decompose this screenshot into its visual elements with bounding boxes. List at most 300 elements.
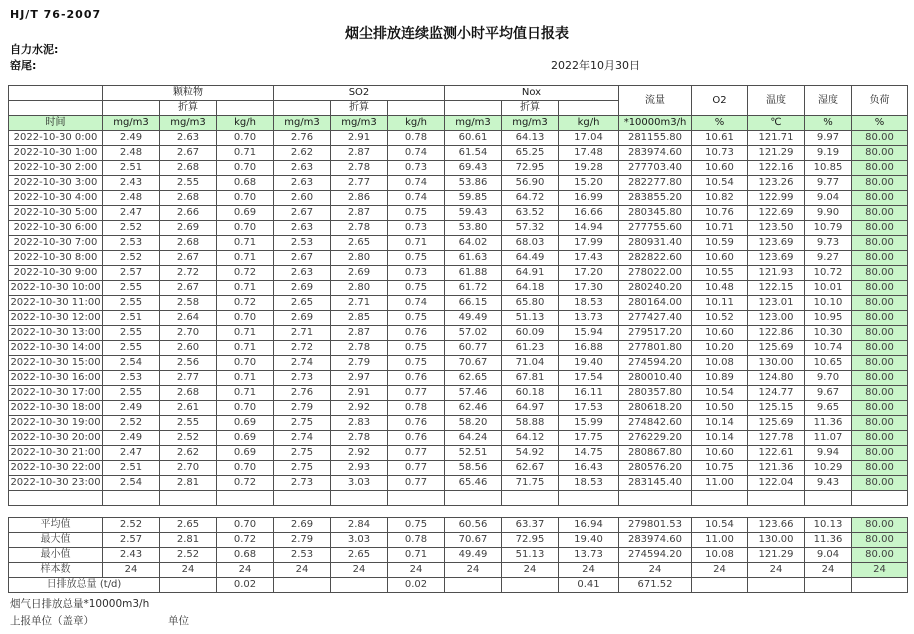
empty-cell: [619, 491, 692, 506]
value-cell: 0.70: [217, 356, 274, 371]
value-cell: 2.69: [274, 311, 331, 326]
value-cell: 10.71: [692, 221, 748, 236]
value-cell: 122.04: [748, 476, 805, 491]
table-row: [9, 266, 908, 281]
value-cell: 125.69: [748, 341, 805, 356]
value-cell: 19.28: [559, 161, 619, 176]
value-cell: 123.00: [748, 311, 805, 326]
value-cell: 122.15: [748, 281, 805, 296]
value-cell: 2.52: [103, 251, 160, 266]
value-cell: 10.60: [692, 161, 748, 176]
value-cell: 2.86: [331, 191, 388, 206]
value-cell: 2.48: [103, 191, 160, 206]
value-cell: 10.14: [692, 431, 748, 446]
summary-value-cell: 2.65: [331, 548, 388, 563]
value-cell: 2.72: [274, 341, 331, 356]
value-cell: 0.74: [388, 176, 445, 191]
value-cell: 10.60: [692, 446, 748, 461]
value-cell: 279517.20: [619, 326, 692, 341]
value-cell: 280576.20: [619, 461, 692, 476]
value-cell: 0.74: [388, 146, 445, 161]
table-row: [9, 476, 908, 491]
value-cell: 2.49: [103, 401, 160, 416]
empty-cell: [502, 491, 559, 506]
summary-value-cell: 80.00: [852, 533, 908, 548]
value-cell: 2.87: [331, 326, 388, 341]
group-o2: O2: [692, 86, 748, 116]
value-cell: 276229.20: [619, 431, 692, 446]
value-cell: 57.46: [445, 386, 502, 401]
value-cell: 80.00: [852, 326, 908, 341]
value-cell: 18.53: [559, 476, 619, 491]
value-cell: 2.77: [160, 371, 217, 386]
value-cell: 2.67: [160, 281, 217, 296]
summary-value-cell: 0.02: [388, 578, 445, 593]
value-cell: 10.11: [692, 296, 748, 311]
value-cell: 0.73: [388, 161, 445, 176]
value-cell: 0.72: [217, 296, 274, 311]
table-row: [9, 236, 908, 251]
summary-value-cell: [805, 578, 852, 593]
time-cell: 2022-10-30 14:00: [9, 341, 103, 356]
value-cell: 10.60: [692, 251, 748, 266]
blank-row: [9, 491, 908, 506]
value-cell: 59.85: [445, 191, 502, 206]
value-cell: 57.02: [445, 326, 502, 341]
table-row: [9, 401, 908, 416]
value-cell: 80.00: [852, 266, 908, 281]
value-cell: 0.75: [388, 311, 445, 326]
value-cell: 9.70: [805, 371, 852, 386]
value-cell: 68.03: [502, 236, 559, 251]
value-cell: 2.67: [274, 206, 331, 221]
value-cell: 2.67: [160, 146, 217, 161]
value-cell: 2.57: [103, 266, 160, 281]
value-cell: 17.43: [559, 251, 619, 266]
value-cell: 17.53: [559, 401, 619, 416]
value-cell: 11.36: [805, 416, 852, 431]
group-temp: 温度: [748, 86, 805, 116]
time-cell: 2022-10-30 6:00: [9, 221, 103, 236]
value-cell: 281155.80: [619, 131, 692, 146]
site-name: 窑尾:: [10, 59, 37, 72]
nox-converted-label: 折算: [502, 101, 559, 116]
table-row: [9, 221, 908, 236]
unit-label: 单位: [168, 615, 189, 627]
value-cell: 2.78: [331, 431, 388, 446]
time-cell: 2022-10-30 1:00: [9, 146, 103, 161]
value-cell: 2.67: [160, 251, 217, 266]
summary-value-cell: [502, 578, 559, 593]
summary-value-cell: 2.53: [274, 548, 331, 563]
time-cell: 2022-10-30 15:00: [9, 356, 103, 371]
table-row: [9, 446, 908, 461]
summary-value-cell: 24: [692, 563, 748, 578]
so2-converted-label: 折算: [331, 101, 388, 116]
summary-value-cell: 80.00: [852, 548, 908, 563]
value-cell: 10.65: [805, 356, 852, 371]
value-cell: 0.70: [217, 401, 274, 416]
empty-cell: [748, 491, 805, 506]
time-cell: 2022-10-30 19:00: [9, 416, 103, 431]
value-cell: 0.69: [217, 416, 274, 431]
summary-value-cell: 11.00: [692, 533, 748, 548]
value-cell: 62.67: [502, 461, 559, 476]
summary-value-cell: 60.56: [445, 518, 502, 533]
value-cell: 0.78: [388, 401, 445, 416]
value-cell: 2.48: [103, 146, 160, 161]
value-cell: 9.43: [805, 476, 852, 491]
summary-value-cell: 24: [217, 563, 274, 578]
summary-value-cell: 0.68: [217, 548, 274, 563]
value-cell: 0.69: [217, 431, 274, 446]
value-cell: 123.69: [748, 251, 805, 266]
value-cell: 60.77: [445, 341, 502, 356]
value-cell: 2.55: [160, 416, 217, 431]
summary-value-cell: 0.02: [217, 578, 274, 593]
summary-value-cell: [274, 578, 331, 593]
table-row: [9, 176, 908, 191]
value-cell: 2.74: [274, 431, 331, 446]
value-cell: 2.77: [331, 176, 388, 191]
value-cell: 282822.60: [619, 251, 692, 266]
group-nox: Nox: [445, 86, 619, 101]
header-empty-cell: [445, 101, 502, 116]
value-cell: 58.20: [445, 416, 502, 431]
summary-value-cell: 24: [619, 563, 692, 578]
summary-value-cell: 24: [103, 563, 160, 578]
value-cell: 0.70: [217, 221, 274, 236]
value-cell: 124.80: [748, 371, 805, 386]
value-cell: 80.00: [852, 146, 908, 161]
value-cell: 123.50: [748, 221, 805, 236]
value-cell: 10.95: [805, 311, 852, 326]
summary-value-cell: 72.95: [502, 533, 559, 548]
value-cell: 122.86: [748, 326, 805, 341]
value-cell: 280345.80: [619, 206, 692, 221]
table-row: [9, 131, 908, 146]
unit-cell: mg/m3: [160, 116, 217, 131]
value-cell: 0.76: [388, 371, 445, 386]
summary-value-cell: 24: [331, 563, 388, 578]
value-cell: 9.27: [805, 251, 852, 266]
value-cell: 9.19: [805, 146, 852, 161]
value-cell: 9.90: [805, 206, 852, 221]
summary-value-cell: 0.70: [217, 518, 274, 533]
value-cell: 278022.00: [619, 266, 692, 281]
value-cell: 71.04: [502, 356, 559, 371]
value-cell: 9.04: [805, 191, 852, 206]
value-cell: 0.70: [217, 191, 274, 206]
value-cell: 2.52: [103, 221, 160, 236]
value-cell: 2.55: [103, 296, 160, 311]
value-cell: 2.53: [103, 371, 160, 386]
value-cell: 10.59: [692, 236, 748, 251]
value-cell: 2.55: [103, 386, 160, 401]
value-cell: 2.62: [160, 446, 217, 461]
value-cell: 80.00: [852, 176, 908, 191]
value-cell: 61.63: [445, 251, 502, 266]
summary-value-cell: 24: [805, 563, 852, 578]
value-cell: 69.43: [445, 161, 502, 176]
time-cell: 2022-10-30 18:00: [9, 401, 103, 416]
summary-row: [9, 518, 908, 533]
reporting-unit-label: 上报单位（盖章）: [10, 615, 94, 627]
summary-value-cell: 51.13: [502, 548, 559, 563]
value-cell: 60.09: [502, 326, 559, 341]
value-cell: 62.46: [445, 401, 502, 416]
value-cell: 122.16: [748, 161, 805, 176]
value-cell: 10.50: [692, 401, 748, 416]
value-cell: 80.00: [852, 401, 908, 416]
empty-cell: [9, 491, 103, 506]
value-cell: 17.04: [559, 131, 619, 146]
value-cell: 274594.20: [619, 356, 692, 371]
header-empty-cell: [9, 101, 103, 116]
summary-value-cell: 2.52: [103, 518, 160, 533]
value-cell: 122.69: [748, 206, 805, 221]
value-cell: 15.99: [559, 416, 619, 431]
value-cell: 2.70: [160, 461, 217, 476]
value-cell: 2.54: [103, 476, 160, 491]
summary-value-cell: [331, 578, 388, 593]
summary-label: 最小值: [9, 548, 103, 563]
value-cell: 2.78: [331, 341, 388, 356]
value-cell: 64.72: [502, 191, 559, 206]
value-cell: 0.71: [217, 386, 274, 401]
value-cell: 60.61: [445, 131, 502, 146]
value-cell: 11.00: [692, 476, 748, 491]
value-cell: 2.76: [274, 386, 331, 401]
value-cell: 3.03: [331, 476, 388, 491]
unit-row: [9, 116, 908, 131]
value-cell: 59.43: [445, 206, 502, 221]
summary-value-cell: 9.04: [805, 548, 852, 563]
value-cell: 2.71: [274, 326, 331, 341]
empty-cell: [805, 491, 852, 506]
value-cell: 0.77: [388, 476, 445, 491]
value-cell: 2.83: [331, 416, 388, 431]
value-cell: 61.54: [445, 146, 502, 161]
value-cell: 9.94: [805, 446, 852, 461]
value-cell: 2.43: [103, 176, 160, 191]
value-cell: 2.47: [103, 446, 160, 461]
value-cell: 2.68: [160, 386, 217, 401]
value-cell: 80.00: [852, 206, 908, 221]
value-cell: 2.75: [274, 446, 331, 461]
unit-cell: mg/m3: [445, 116, 502, 131]
summary-value-cell: 49.49: [445, 548, 502, 563]
time-cell: 2022-10-30 4:00: [9, 191, 103, 206]
time-cell: 2022-10-30 20:00: [9, 431, 103, 446]
table-row: [9, 296, 908, 311]
summary-label: 日排放总量 (t/d): [9, 578, 160, 593]
time-cell: 2022-10-30 16:00: [9, 371, 103, 386]
value-cell: 2.80: [331, 281, 388, 296]
value-cell: 2.49: [103, 431, 160, 446]
value-cell: 122.61: [748, 446, 805, 461]
value-cell: 2.55: [103, 326, 160, 341]
summary-row: [9, 533, 908, 548]
value-cell: 17.30: [559, 281, 619, 296]
value-cell: 2.78: [331, 221, 388, 236]
table-row: [9, 161, 908, 176]
value-cell: 10.20: [692, 341, 748, 356]
standard-code: HJ/T 76-2007: [10, 8, 102, 21]
value-cell: 10.76: [692, 206, 748, 221]
time-cell: 2022-10-30 5:00: [9, 206, 103, 221]
time-cell: 2022-10-30 0:00: [9, 131, 103, 146]
time-cell: 2022-10-30 21:00: [9, 446, 103, 461]
value-cell: 0.74: [388, 191, 445, 206]
value-cell: 80.00: [852, 236, 908, 251]
value-cell: 10.54: [692, 386, 748, 401]
summary-value-cell: 0.72: [217, 533, 274, 548]
value-cell: 0.71: [217, 281, 274, 296]
summary-value-cell: 24: [559, 563, 619, 578]
value-cell: 121.93: [748, 266, 805, 281]
value-cell: 2.66: [160, 206, 217, 221]
value-cell: 10.01: [805, 281, 852, 296]
summary-label: 平均值: [9, 518, 103, 533]
value-cell: 64.12: [502, 431, 559, 446]
value-cell: 2.91: [331, 131, 388, 146]
summary-value-cell: 279801.53: [619, 518, 692, 533]
value-cell: 13.73: [559, 311, 619, 326]
pm-converted-label: 折算: [160, 101, 217, 116]
value-cell: 2.69: [274, 281, 331, 296]
value-cell: 10.14: [692, 416, 748, 431]
summary-value-cell: 24: [445, 563, 502, 578]
summary-value-cell: 3.03: [331, 533, 388, 548]
header-empty-cell: [9, 86, 103, 101]
value-cell: 2.78: [331, 161, 388, 176]
unit-cell: kg/h: [388, 116, 445, 131]
summary-row: [9, 563, 908, 578]
value-cell: 2.56: [160, 356, 217, 371]
value-cell: 2.52: [160, 431, 217, 446]
time-cell: 2022-10-30 8:00: [9, 251, 103, 266]
value-cell: 0.69: [217, 206, 274, 221]
empty-cell: [388, 491, 445, 506]
value-cell: 64.91: [502, 266, 559, 281]
unit-cell: mg/m3: [274, 116, 331, 131]
value-cell: 2.75: [274, 461, 331, 476]
value-cell: 2.72: [160, 266, 217, 281]
value-cell: 64.18: [502, 281, 559, 296]
value-cell: 283855.20: [619, 191, 692, 206]
value-cell: 14.75: [559, 446, 619, 461]
value-cell: 66.15: [445, 296, 502, 311]
value-cell: 64.49: [502, 251, 559, 266]
value-cell: 2.55: [103, 341, 160, 356]
value-cell: 2.63: [160, 131, 217, 146]
header-empty-cell: [388, 101, 445, 116]
value-cell: 80.00: [852, 281, 908, 296]
value-cell: 9.67: [805, 386, 852, 401]
table-row: [9, 311, 908, 326]
value-cell: 280357.80: [619, 386, 692, 401]
value-cell: 277427.40: [619, 311, 692, 326]
table-row: [9, 191, 908, 206]
unit-cell: %: [692, 116, 748, 131]
value-cell: 67.81: [502, 371, 559, 386]
header-group-row: [9, 86, 908, 101]
value-cell: 80.00: [852, 251, 908, 266]
value-cell: 0.75: [388, 341, 445, 356]
value-cell: 2.75: [274, 416, 331, 431]
hourly-data-table: [8, 85, 908, 506]
header-empty-cell: [559, 101, 619, 116]
value-cell: 10.82: [692, 191, 748, 206]
value-cell: 71.75: [502, 476, 559, 491]
value-cell: 2.63: [274, 266, 331, 281]
unit-cell: %: [852, 116, 908, 131]
value-cell: 274842.60: [619, 416, 692, 431]
empty-cell: [445, 491, 502, 506]
value-cell: 2.92: [331, 446, 388, 461]
value-cell: 0.76: [388, 416, 445, 431]
value-cell: 122.99: [748, 191, 805, 206]
value-cell: 124.77: [748, 386, 805, 401]
value-cell: 80.00: [852, 461, 908, 476]
value-cell: 2.73: [274, 476, 331, 491]
value-cell: 0.70: [217, 311, 274, 326]
value-cell: 2.64: [160, 311, 217, 326]
summary-value-cell: 2.57: [103, 533, 160, 548]
value-cell: 70.67: [445, 356, 502, 371]
summary-value-cell: 123.66: [748, 518, 805, 533]
company-name: 自力水泥:: [10, 43, 59, 56]
value-cell: 61.23: [502, 341, 559, 356]
summary-value-cell: 121.29: [748, 548, 805, 563]
value-cell: 62.65: [445, 371, 502, 386]
value-cell: 2.87: [331, 146, 388, 161]
header-empty-cell: [217, 101, 274, 116]
value-cell: 125.69: [748, 416, 805, 431]
value-cell: 2.61: [160, 401, 217, 416]
value-cell: 0.71: [217, 251, 274, 266]
summary-label: 样本数: [9, 563, 103, 578]
time-cell: 2022-10-30 10:00: [9, 281, 103, 296]
summary-value-cell: 13.73: [559, 548, 619, 563]
value-cell: 0.76: [388, 326, 445, 341]
value-cell: 10.61: [692, 131, 748, 146]
value-cell: 0.71: [217, 371, 274, 386]
group-load: 负荷: [852, 86, 908, 116]
value-cell: 17.54: [559, 371, 619, 386]
value-cell: 2.55: [160, 176, 217, 191]
summary-table: [8, 517, 908, 593]
value-cell: 2.55: [103, 281, 160, 296]
value-cell: 2.70: [160, 326, 217, 341]
value-cell: 2.49: [103, 131, 160, 146]
group-humidity: 湿度: [805, 86, 852, 116]
value-cell: 80.00: [852, 341, 908, 356]
unit-cell: kg/h: [559, 116, 619, 131]
value-cell: 2.97: [331, 371, 388, 386]
value-cell: 80.00: [852, 131, 908, 146]
summary-value-cell: 283974.60: [619, 533, 692, 548]
value-cell: 280164.00: [619, 296, 692, 311]
value-cell: 0.74: [388, 296, 445, 311]
value-cell: 280010.40: [619, 371, 692, 386]
value-cell: 0.71: [217, 326, 274, 341]
value-cell: 2.63: [274, 221, 331, 236]
time-cell: 2022-10-30 17:00: [9, 386, 103, 401]
unit-cell: mg/m3: [331, 116, 388, 131]
value-cell: 10.73: [692, 146, 748, 161]
